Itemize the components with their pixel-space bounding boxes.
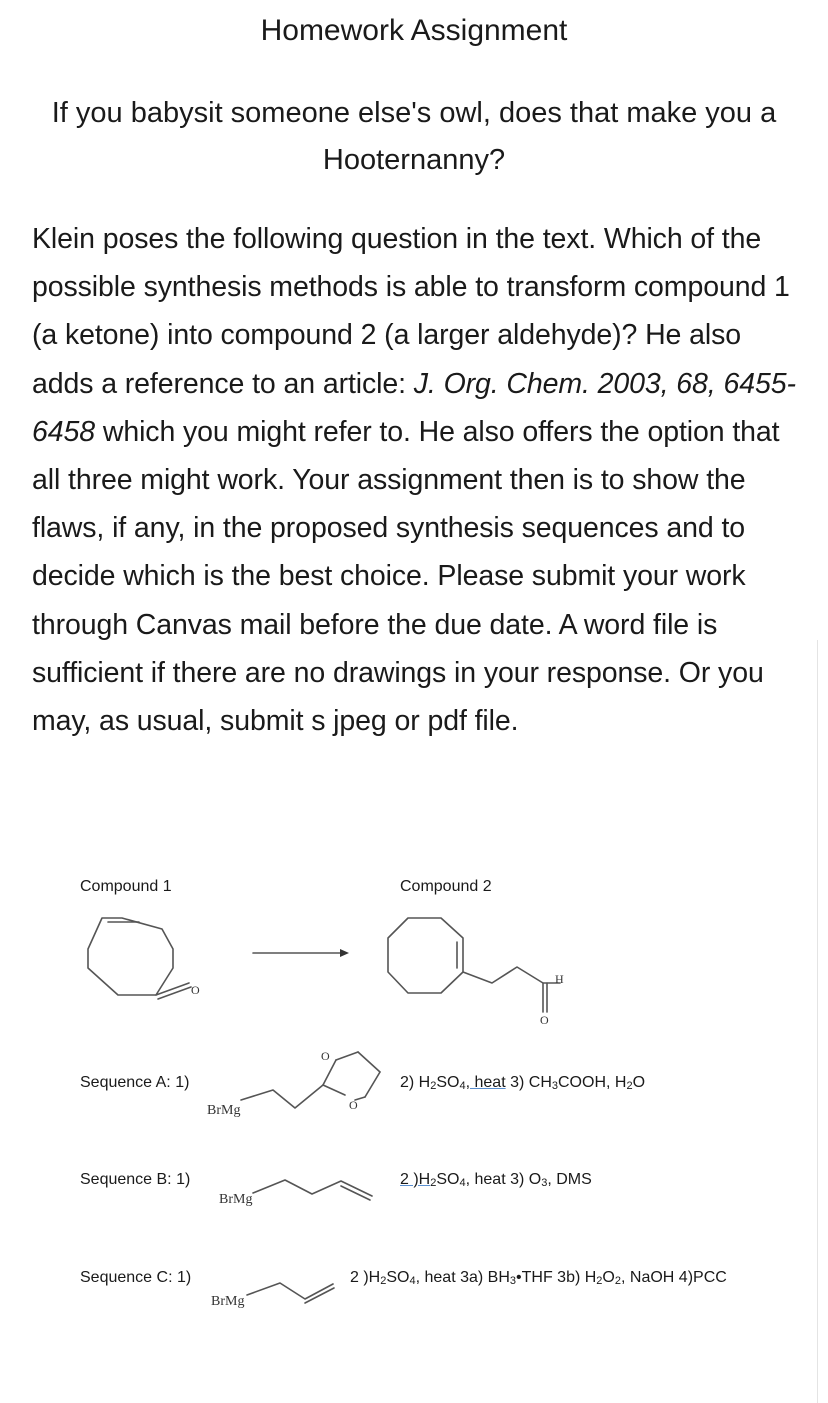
- compound-1-oxygen: O: [191, 983, 200, 997]
- compound-2-label: Compound 2: [400, 878, 492, 895]
- sequence-a-brmg: BrMg: [207, 1103, 241, 1118]
- paragraph-part-1: Klein poses the following question in the text. Which of the possible synthesis methods is able to transform compound 1 (a ketone) into compound 2 (a larger aldehyde)? He also adds a reference to an article:: [32, 223, 790, 400]
- journal-reference: J. Org. Chem. 2003, 68, 6455-6458: [32, 367, 796, 448]
- compound-1-label: Compound 1: [80, 878, 172, 895]
- heat-underlined: , heat: [465, 1074, 506, 1091]
- sequence-c-conditions: 2 )$H_2SO_4$, heat 3a) $BH_3•THF$ 3b) $H_2O_2$, NaOH 4)PCC: [350, 1269, 727, 1287]
- paragraph-part-2: which you might refer to. He also offers the option that all three might work. Your assignment then is to show the flaws, if any, in the proposed synthesis sequences and to decide which is the best choice. Please submit your work through Canvas mail before the due date. A word file is sufficient if there are no drawings in your response. Or you may, as usual, submit s jpeg or pdf file.: [32, 415, 780, 738]
- sequence-b-label: Sequence B: 1): [80, 1171, 191, 1188]
- sequence-c-label: Sequence C: 1): [80, 1269, 192, 1286]
- sequence-b-brmg: BrMg: [219, 1192, 253, 1207]
- compound-1-structure: [88, 918, 191, 999]
- page-edge-divider: [817, 640, 818, 1403]
- sequence-c-brmg: BrMg: [211, 1294, 245, 1309]
- dioxolane-oxygen-bottom: O: [349, 1098, 358, 1112]
- sequence-a-reagent-structure: [241, 1052, 380, 1108]
- sequence-c-reagent-structure: [247, 1283, 334, 1303]
- compound-2-oxygen: O: [540, 1013, 549, 1027]
- compound-2-structure: [388, 918, 560, 1012]
- compound-2-hydrogen: H: [555, 972, 564, 986]
- sequence-b-conditions: 2 )$H_2SO_4$, heat 3) $O_3$, DMS: [400, 1171, 592, 1189]
- dioxolane-oxygen-top: O: [321, 1049, 330, 1063]
- assignment-title: Homework Assignment: [260, 14, 568, 47]
- reaction-arrow: [253, 949, 349, 957]
- sequence-b-reagent-structure: [253, 1180, 372, 1200]
- owl-joke-subtitle: If you babysit someone else's owl, does that make you a Hooternanny?: [51, 97, 777, 176]
- sequence-a-label: Sequence A: 1): [80, 1074, 190, 1091]
- sequence-a-conditions: 2) $H_2SO_4$, heat 3) $CH_3COOH$, $H_2O$: [400, 1074, 646, 1092]
